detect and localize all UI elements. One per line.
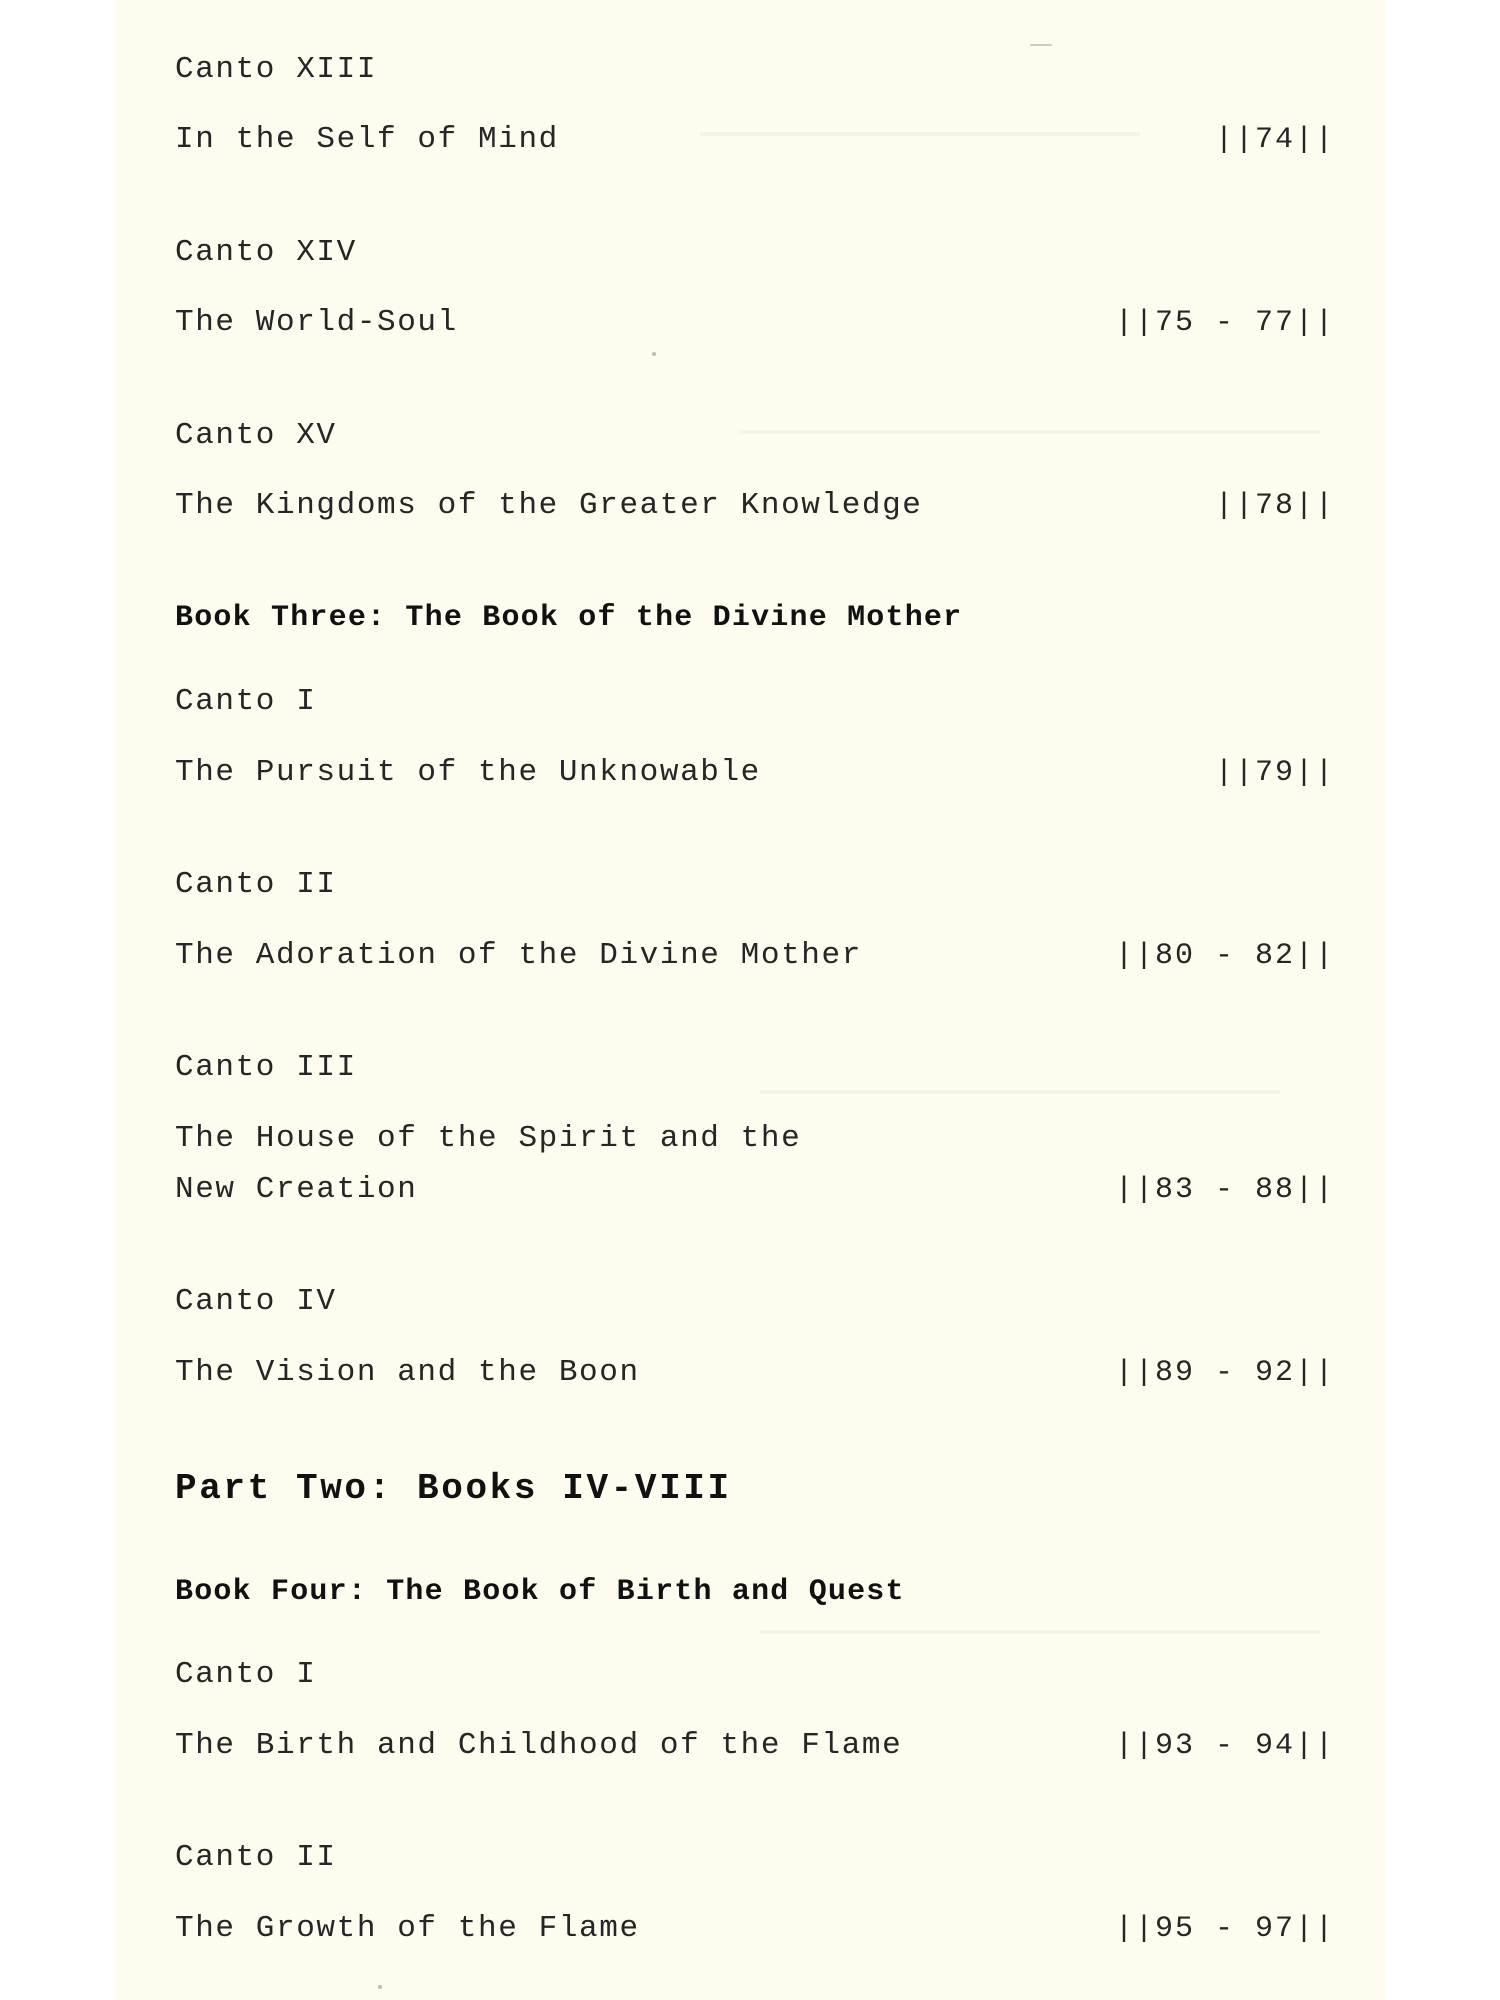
page-range: ||75 - 77|| [1114,306,1335,340]
canto-title: The House of the Spirit and the [175,1121,802,1156]
book-heading: Book Three: The Book of the Divine Mother [175,601,963,635]
canto-label: Canto III [175,1050,357,1085]
page-range: ||95 - 97|| [1114,1912,1335,1946]
show-through-mark [740,430,1320,434]
canto-label: Canto II [175,867,337,902]
toc-entry [175,1911,1335,1946]
page-range: ||80 - 82|| [1114,939,1335,973]
page-range: ||93 - 94|| [1114,1729,1335,1763]
show-through-mark [760,1630,1320,1634]
toc-entry [175,488,1335,523]
page-sheet [115,0,1385,2000]
canto-title: In the Self of Mind [175,122,559,157]
show-through-mark [760,1090,1280,1094]
toc-entry [175,755,1335,790]
toc-entry [175,938,1335,973]
canto-label: Canto XV [175,418,337,453]
toc-entry [175,305,1335,340]
part-heading: Part Two: Books IV-VIII [175,1468,732,1509]
toc-entry [175,1172,1335,1207]
page-range: ||89 - 92|| [1114,1356,1335,1390]
page-range: ||78|| [1214,489,1335,523]
paper-speck [1030,44,1052,46]
canto-title: New Creation [175,1172,418,1207]
canto-title: The Pursuit of the Unknowable [175,755,761,790]
toc-entry [175,122,1335,157]
paper-speck [378,1985,382,1989]
canto-label: Canto I [175,1657,317,1692]
page-range: ||83 - 88|| [1114,1173,1335,1207]
canto-title: The Birth and Childhood of the Flame [175,1728,903,1763]
toc-entry [175,1728,1335,1763]
toc-entry [175,1355,1335,1390]
canto-title: The Vision and the Boon [175,1355,640,1390]
paper-speck [652,352,656,356]
canto-label: Canto I [175,684,317,719]
canto-title: The World-Soul [175,305,458,340]
canto-title: The Adoration of the Divine Mother [175,938,862,973]
canto-label: Canto II [175,1840,337,1875]
canto-label: Canto XIV [175,235,357,270]
page-range: ||79|| [1214,756,1335,790]
canto-title: The Kingdoms of the Greater Knowledge [175,488,923,523]
canto-title: The Growth of the Flame [175,1911,640,1946]
canto-label: Canto XIII [175,52,378,87]
book-heading: Book Four: The Book of Birth and Quest [175,1575,905,1609]
page-range: ||74|| [1214,123,1335,157]
canto-label: Canto IV [175,1284,337,1319]
